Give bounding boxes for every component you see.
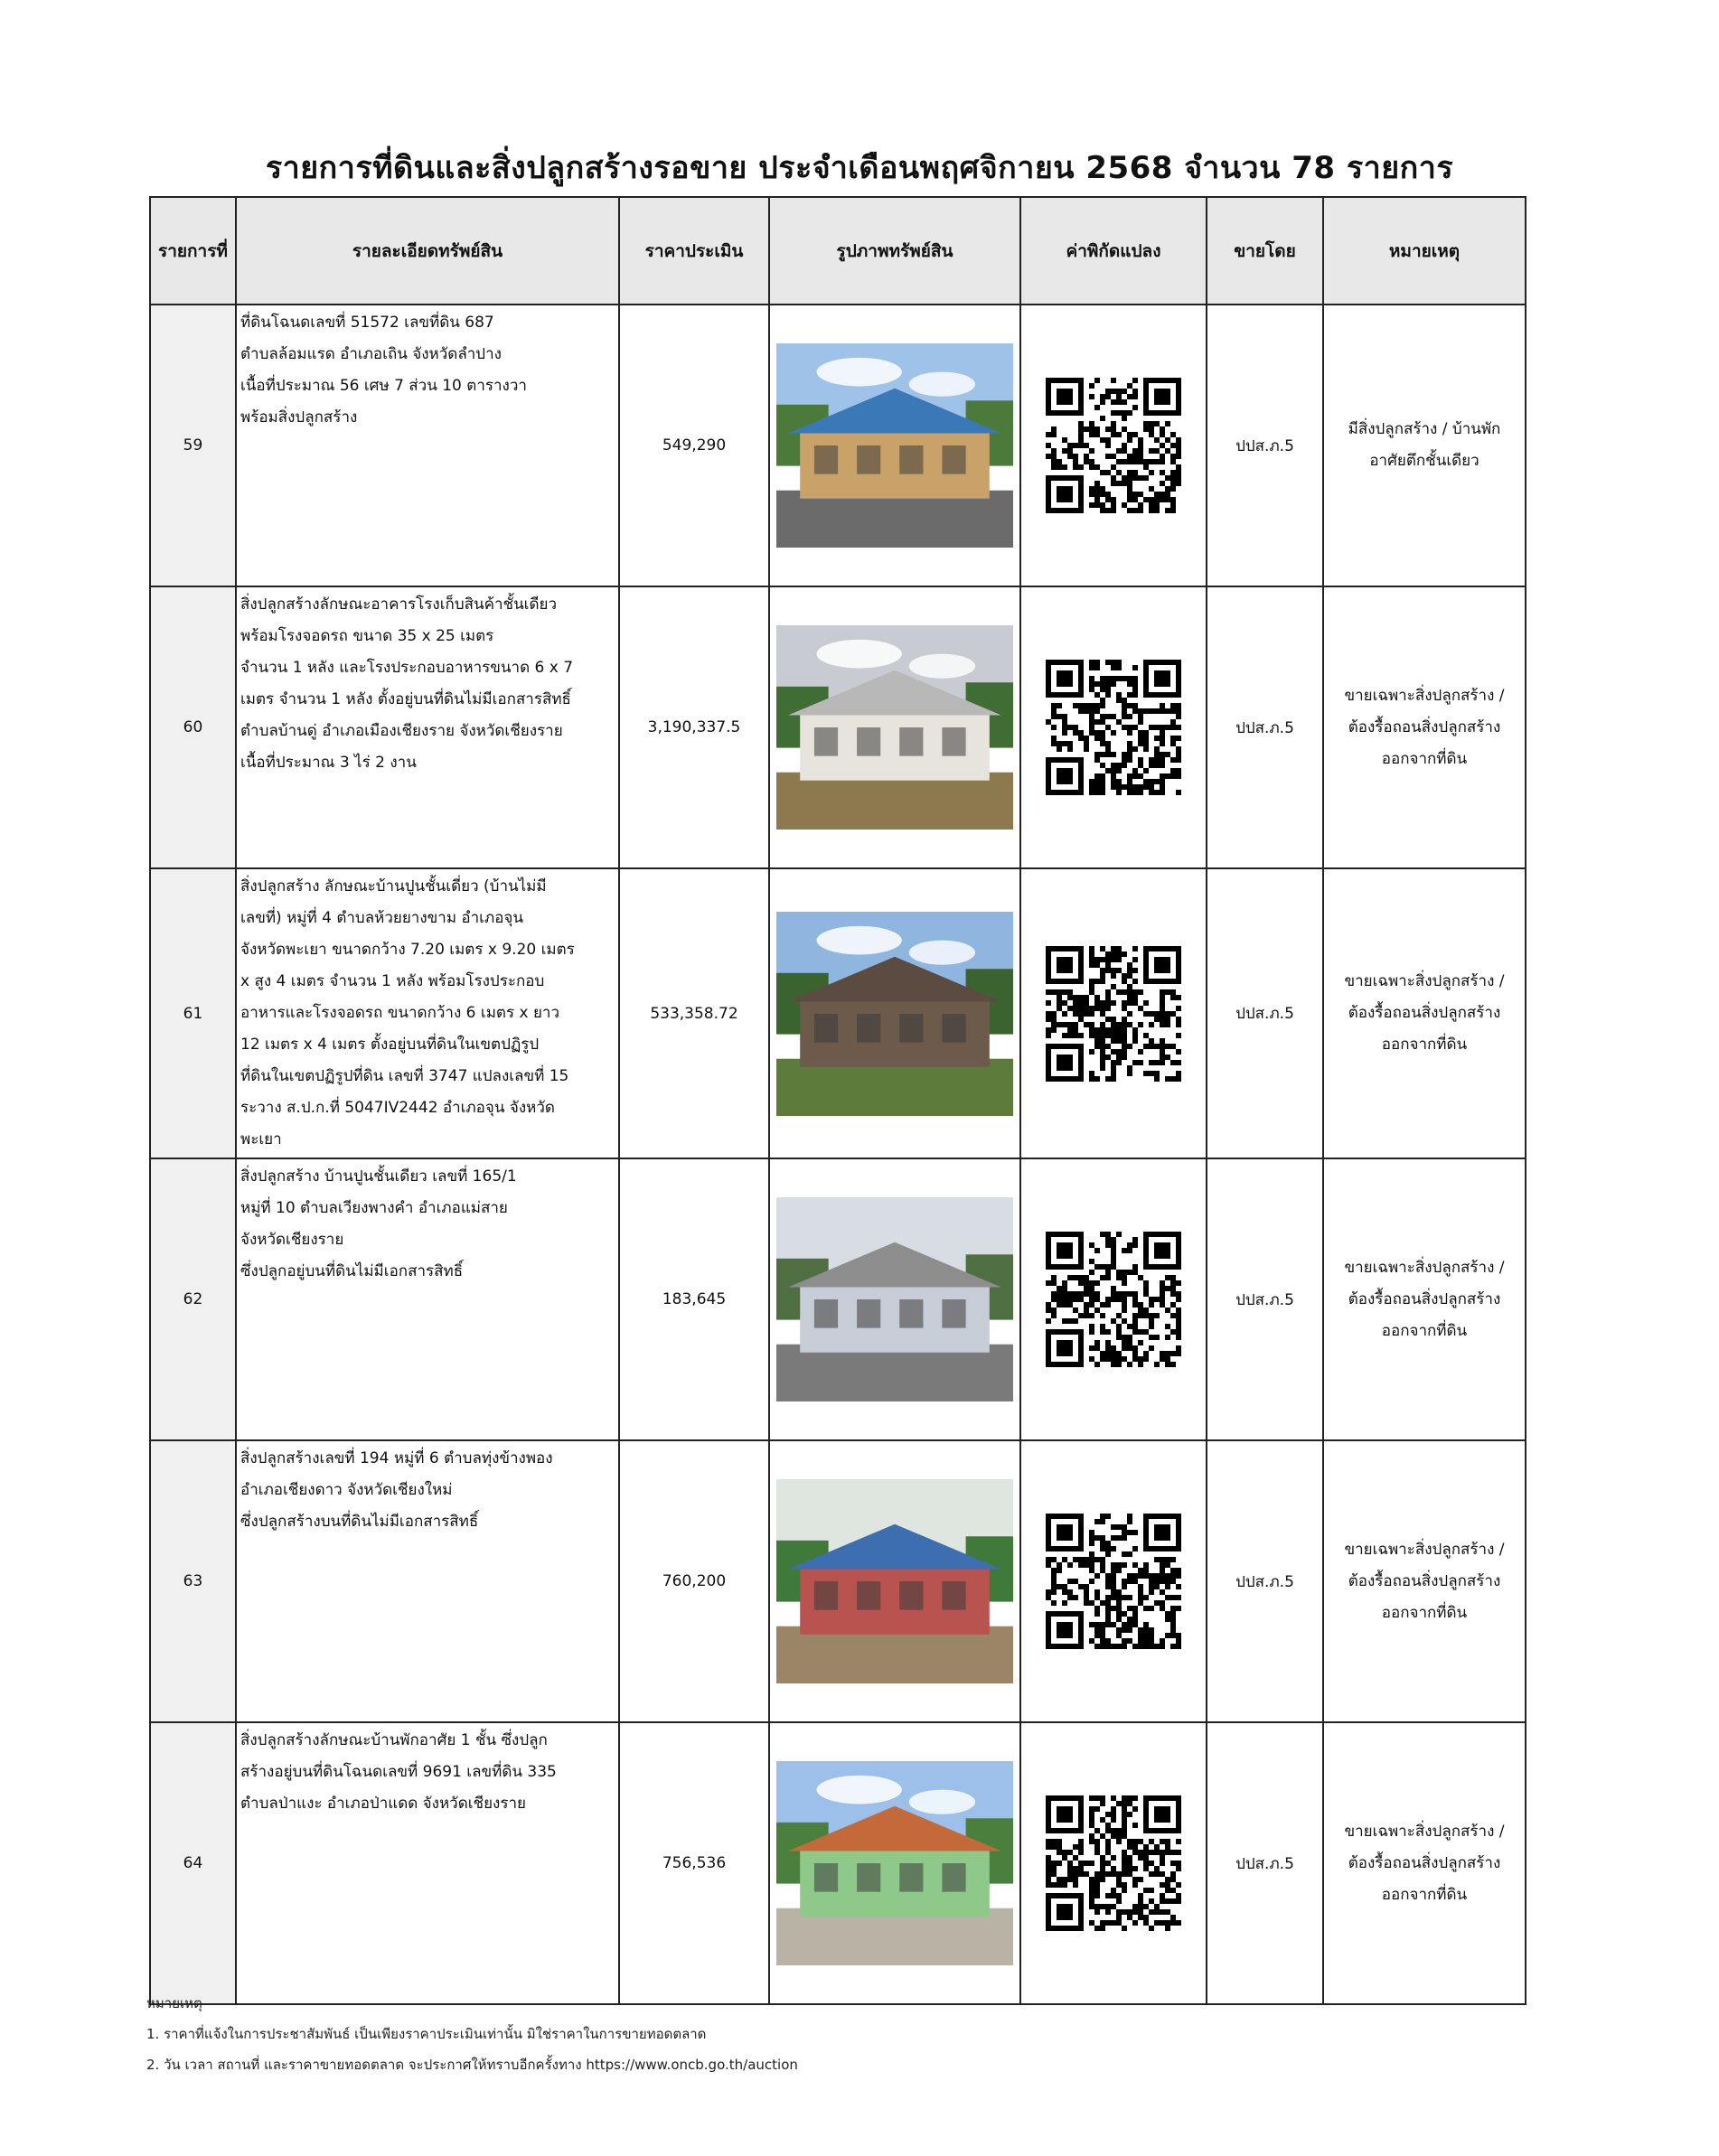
remark-line: ต้องรื้อถอนสิ่งปลูกสร้าง [1348,1853,1501,1872]
property-photo-icon [776,625,1013,830]
detail-line: ที่ดินในเขตปฏิรูปที่ดิน เลขที่ 3747 แปลงเลขที่ 15 [240,1067,569,1085]
detail-line: อำเภอเชียงดาว จังหวัดเชียงใหม่ [240,1481,453,1499]
header-coordinates: ค่าพิกัดแปลง [1020,197,1207,305]
row-item-no: 64 [150,1722,236,2004]
row-item-no: 61 [150,868,236,1158]
header-details: รายละเอียดทรัพย์สิน [236,197,619,305]
detail-line: จำนวน 1 หลัง และโรงประกอบอาหารขนาด 6 x 7 [240,659,574,677]
detail-line: ตำบลป่าแงะ อำเภอป่าแดด จังหวัดเชียงราย [240,1795,526,1813]
row-coordinates [1020,1158,1207,1440]
remark-line: อาศัยตึกชั้นเดียว [1369,452,1479,470]
remark-line: ออกจากที่ดิน [1381,749,1468,768]
detail-line: อาหารและโรงจอดรถ ขนาดกว้าง 6 เมตร x ยาว [240,1004,559,1022]
row-remarks [1323,586,1526,868]
remark-line: ออกจากที่ดิน [1381,1036,1468,1054]
row-details [236,586,619,868]
row-seller: ปปส.ภ.5 [1207,1722,1323,2004]
row-price: 3,190,337.5 [619,586,769,868]
row-photo [769,586,1020,868]
property-photo-icon [776,912,1013,1116]
row-price: 549,290 [619,305,769,586]
detail-line: พร้อมสิ่งปลูกสร้าง [240,408,358,427]
detail-line: เนื้อที่ประมาณ 3 ไร่ 2 งาน [240,754,417,772]
detail-line: x สูง 4 เมตร จำนวน 1 หลัง พร้อมโรงประกอบ [240,972,545,990]
detail-line: เลขที่) หมู่ที่ 4 ตำบลห้วยยางขาม อำเภอจุน [240,909,523,927]
detail-line: สิ่งปลูกสร้างเลขที่ 194 หมู่ที่ 6 ตำบลทุ่งข้างพอง [240,1449,553,1467]
row-seller: ปปส.ภ.5 [1207,1440,1323,1722]
qr-code-icon[interactable] [1046,378,1181,513]
remark-line: ออกจากที่ดิน [1381,1885,1468,1904]
qr-code-icon[interactable] [1046,1514,1181,1649]
table-row [150,868,1526,1158]
footer-note-2: 2. วัน เวลา สถานที่ และราคาขายทอดตลาด จะประกาศให้ทราบอีกครั้งทาง https://www.oncb.go.th/auction [146,2057,798,2073]
row-details [236,1440,619,1722]
detail-line: สิ่งปลูกสร้าง ลักษณะบ้านปูนชั้นเดี่ยว (บ้านไม่มี [240,877,547,895]
row-details [236,1158,619,1440]
row-details [236,305,619,586]
detail-line: ตำบลบ้านดู่ อำเภอเมืองเชียงราย จังหวัดเชียงราย [240,722,563,740]
detail-line: สิ่งปลูกสร้างลักษณะอาคารโรงเก็บสินค้าชั้นเดียว [240,595,558,614]
qr-code-icon[interactable] [1046,1795,1181,1931]
row-seller: ปปส.ภ.5 [1207,586,1323,868]
detail-line: ตำบลล้อมแรด อำเภอเถิน จังหวัดลำปาง [240,345,502,363]
row-photo [769,305,1020,586]
row-item-no: 59 [150,305,236,586]
detail-line: ที่ดินโฉนดเลขที่ 51572 เลขที่ดิน 687 [240,314,494,332]
row-details [236,868,619,1158]
detail-line: พะเยา [240,1130,282,1148]
remark-line: ออกจากที่ดิน [1381,1603,1468,1622]
row-coordinates [1020,1440,1207,1722]
footer-notes [146,1988,798,2080]
row-remarks [1323,1440,1526,1722]
detail-line: ซึ่งปลูกอยู่บนที่ดินไม่มีเอกสารสิทธิ์ [240,1262,464,1280]
remark-line: ออกจากที่ดิน [1381,1321,1468,1340]
detail-line: สร้างอยู่บนที่ดินโฉนดเลขที่ 9691 เลขที่ดิน 335 [240,1763,557,1781]
remark-line: ขายเฉพาะสิ่งปลูกสร้าง / [1344,1258,1505,1277]
remark-line: ขายเฉพาะสิ่งปลูกสร้าง / [1344,1822,1505,1841]
detail-line: เมตร จำนวน 1 หลัง ตั้งอยู่บนที่ดินไม่มีเอกสารสิทธิ์ [240,690,571,708]
remark-line: ต้องรื้อถอนสิ่งปลูกสร้าง [1348,717,1501,736]
table-row [150,1158,1526,1440]
row-price: 756,536 [619,1722,769,2004]
row-photo [769,1440,1020,1722]
row-seller: ปปส.ภ.5 [1207,305,1323,586]
table-row [150,1722,1526,2004]
qr-code-icon[interactable] [1046,1232,1181,1367]
remark-line: ต้องรื้อถอนสิ่งปลูกสร้าง [1348,1289,1501,1308]
detail-line: เนื้อที่ประมาณ 56 เศษ 7 ส่วน 10 ตารางวา [240,377,527,395]
property-photo-icon [776,343,1013,548]
table-row [150,586,1526,868]
row-photo [769,1158,1020,1440]
row-price: 183,645 [619,1158,769,1440]
row-seller: ปปส.ภ.5 [1207,868,1323,1158]
detail-line: หมู่ที่ 10 ตำบลเวียงพางคำ อำเภอแม่สาย [240,1199,508,1217]
table-row [150,305,1526,586]
property-photo-icon [776,1479,1013,1683]
row-coordinates [1020,1722,1207,2004]
row-photo [769,1722,1020,2004]
remark-line: ต้องรื้อถอนสิ่งปลูกสร้าง [1348,1571,1501,1590]
property-photo-icon [776,1761,1013,1965]
row-item-no: 62 [150,1158,236,1440]
remark-line: ต้องรื้อถอนสิ่งปลูกสร้าง [1348,1004,1501,1022]
header-price: ราคาประเมิน [619,197,769,305]
row-item-no: 60 [150,586,236,868]
row-coordinates [1020,586,1207,868]
detail-line: พร้อมโรงจอดรถ ขนาด 35 x 25 เมตร [240,627,494,645]
remark-line: ขายเฉพาะสิ่งปลูกสร้าง / [1344,1540,1505,1559]
header-photo: รูปภาพทรัพย์สิน [769,197,1020,305]
detail-line: ระวาง ส.ป.ก.ที่ 5047IV2442 อำเภอจุน จังหวัด [240,1099,555,1117]
table-header-row [150,197,1526,305]
row-price: 760,200 [619,1440,769,1722]
qr-code-icon[interactable] [1046,946,1181,1082]
detail-line: สิ่งปลูกสร้างลักษณะบ้านพักอาศัย 1 ชั้น ซึ่งปลูก [240,1731,548,1749]
page-title: รายการที่ดินและสิ่งปลูกสร้างรอขาย ประจำเดือนพฤศจิกายน 2568 จำนวน 78 รายการ [265,150,1454,186]
detail-line: สิ่งปลูกสร้าง บ้านปูนชั้นเดียว เลขที่ 165/1 [240,1167,517,1186]
property-table [149,196,1526,2005]
table-row [150,1440,1526,1722]
row-photo [769,868,1020,1158]
header-seller: ขายโดย [1207,197,1323,305]
footer-note-1: 1. ราคาที่แจ้งในการประชาสัมพันธ์ เป็นเพียงราคาประเมินเท่านั้น มิใช่ราคาในการขายทอดตลาด [146,2026,707,2042]
property-photo-icon [776,1197,1013,1401]
row-seller: ปปส.ภ.5 [1207,1158,1323,1440]
footer-heading: หมายเหตุ [146,1995,202,2011]
row-item-no: 63 [150,1440,236,1722]
remark-line: ขายเฉพาะสิ่งปลูกสร้าง / [1344,686,1505,705]
detail-line: จังหวัดพะเยา ขนาดกว้าง 7.20 เมตร x 9.20 เมตร [240,941,575,959]
row-details [236,1722,619,2004]
row-remarks [1323,305,1526,586]
row-coordinates [1020,305,1207,586]
qr-code-icon[interactable] [1046,660,1181,795]
detail-line: ซึ่งปลูกสร้างบนที่ดินไม่มีเอกสารสิทธิ์ [240,1513,479,1531]
row-price: 533,358.72 [619,868,769,1158]
detail-line: จังหวัดเชียงราย [240,1231,344,1249]
row-coordinates [1020,868,1207,1158]
row-remarks [1323,868,1526,1158]
detail-line: 12 เมตร x 4 เมตร ตั้งอยู่บนที่ดินในเขตปฏิรูป [240,1036,540,1054]
row-remarks [1323,1722,1526,2004]
remark-line: มีสิ่งปลูกสร้าง / บ้านพัก [1348,420,1501,438]
header-remarks: หมายเหตุ [1323,197,1526,305]
row-remarks [1323,1158,1526,1440]
remark-line: ขายเฉพาะสิ่งปลูกสร้าง / [1344,972,1505,990]
header-item-no: รายการที่ [150,197,236,305]
